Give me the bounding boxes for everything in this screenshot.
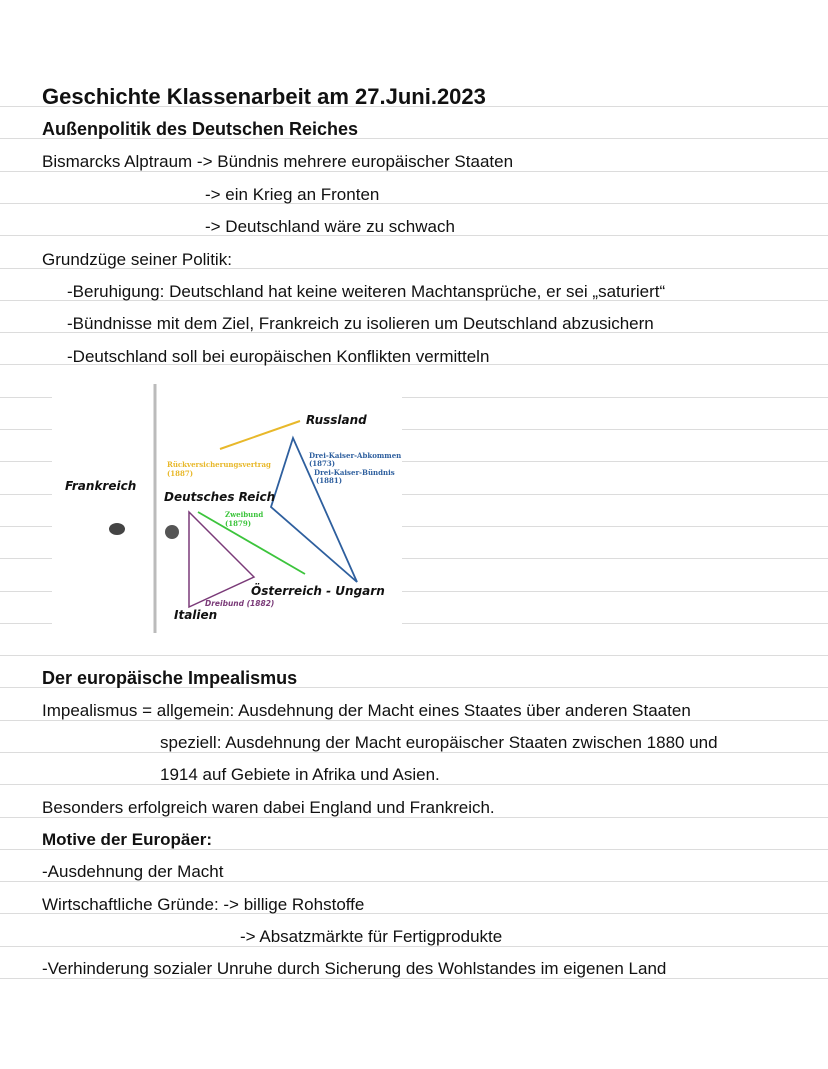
text-line: Besonders erfolgreich waren dabei England und Frankreich. <box>42 798 495 817</box>
text-line: Wirtschaftliche Gründe: -> billige Rohstoffe <box>42 895 365 914</box>
text-line: Bismarcks Alptraum -> Bündnis mehrere europäischer Staaten <box>42 152 514 171</box>
label-dkb: Drei-Kaiser-Bündnis <box>314 468 395 477</box>
ruled-line <box>0 655 828 656</box>
section-heading: Der europäische Impealismus <box>42 668 298 688</box>
text-line: -Beruhigung: Deutschland hat keine weiteren Machtansprüche, er sei „saturiert“ <box>67 282 666 301</box>
grenade-icon <box>109 523 125 535</box>
label-russland: Russland <box>306 413 367 427</box>
text-line: -Deutschland soll bei europäischen Konflikten vermitteln <box>67 347 490 366</box>
zweibund-line <box>198 512 305 574</box>
label-oesterreich: Österreich - Ungarn <box>251 584 385 598</box>
text-line: -Verhinderung sozialer Unruhe durch Sicherung des Wohlstandes im eigenen Land <box>42 959 667 978</box>
text-line: Impealismus = allgemein: Ausdehnung der Macht eines Staates über anderen Staaten <box>42 701 691 720</box>
label-dreibund: Dreibund (1882) <box>205 599 275 608</box>
label-zweibund: Zweibund <box>225 510 264 519</box>
ruled-line <box>0 203 828 204</box>
label-frankreich: Frankreich <box>65 479 137 493</box>
text-line: Grundzüge seiner Politik: <box>42 250 232 269</box>
label-deutsches-reich: Deutsches Reich <box>164 490 276 504</box>
text-line: -Bündnisse mit dem Ziel, Frankreich zu isolieren um Deutschland abzusichern <box>67 314 654 333</box>
motives-heading: Motive der Europäer: <box>42 830 213 849</box>
label-dka: Drei-Kaiser-Abkommen <box>309 451 402 460</box>
section-heading: Außenpolitik des Deutschen Reiches <box>42 119 359 139</box>
text-line: speziell: Ausdehnung der Macht europäischer Staaten zwischen 1880 und <box>160 733 718 752</box>
cannon-icon <box>165 525 179 539</box>
text-line: -> Absatzmärkte für Fertigprodukte <box>240 927 503 946</box>
label-italien: Italien <box>174 608 218 622</box>
label-rueck-year: (1887) <box>167 469 194 478</box>
text-line: -Ausdehnung der Macht <box>42 862 224 881</box>
alliance-diagram <box>52 381 402 639</box>
text-line: -> Deutschland wäre zu schwach <box>205 217 455 236</box>
label-zweibund-year: (1879) <box>225 519 252 528</box>
text-line: 1914 auf Gebiete in Afrika und Asien. <box>160 765 440 784</box>
rueckversicherung-line <box>220 421 300 449</box>
label-rueck: Rückversicherungsvertrag <box>167 460 271 469</box>
page-title: Geschichte Klassenarbeit am 27.Juni.2023 <box>42 84 486 109</box>
label-dkb-year: (1881) <box>316 476 343 485</box>
text-line: -> ein Krieg an Fronten <box>205 185 380 204</box>
label-dka-year: (1873) <box>309 459 336 468</box>
